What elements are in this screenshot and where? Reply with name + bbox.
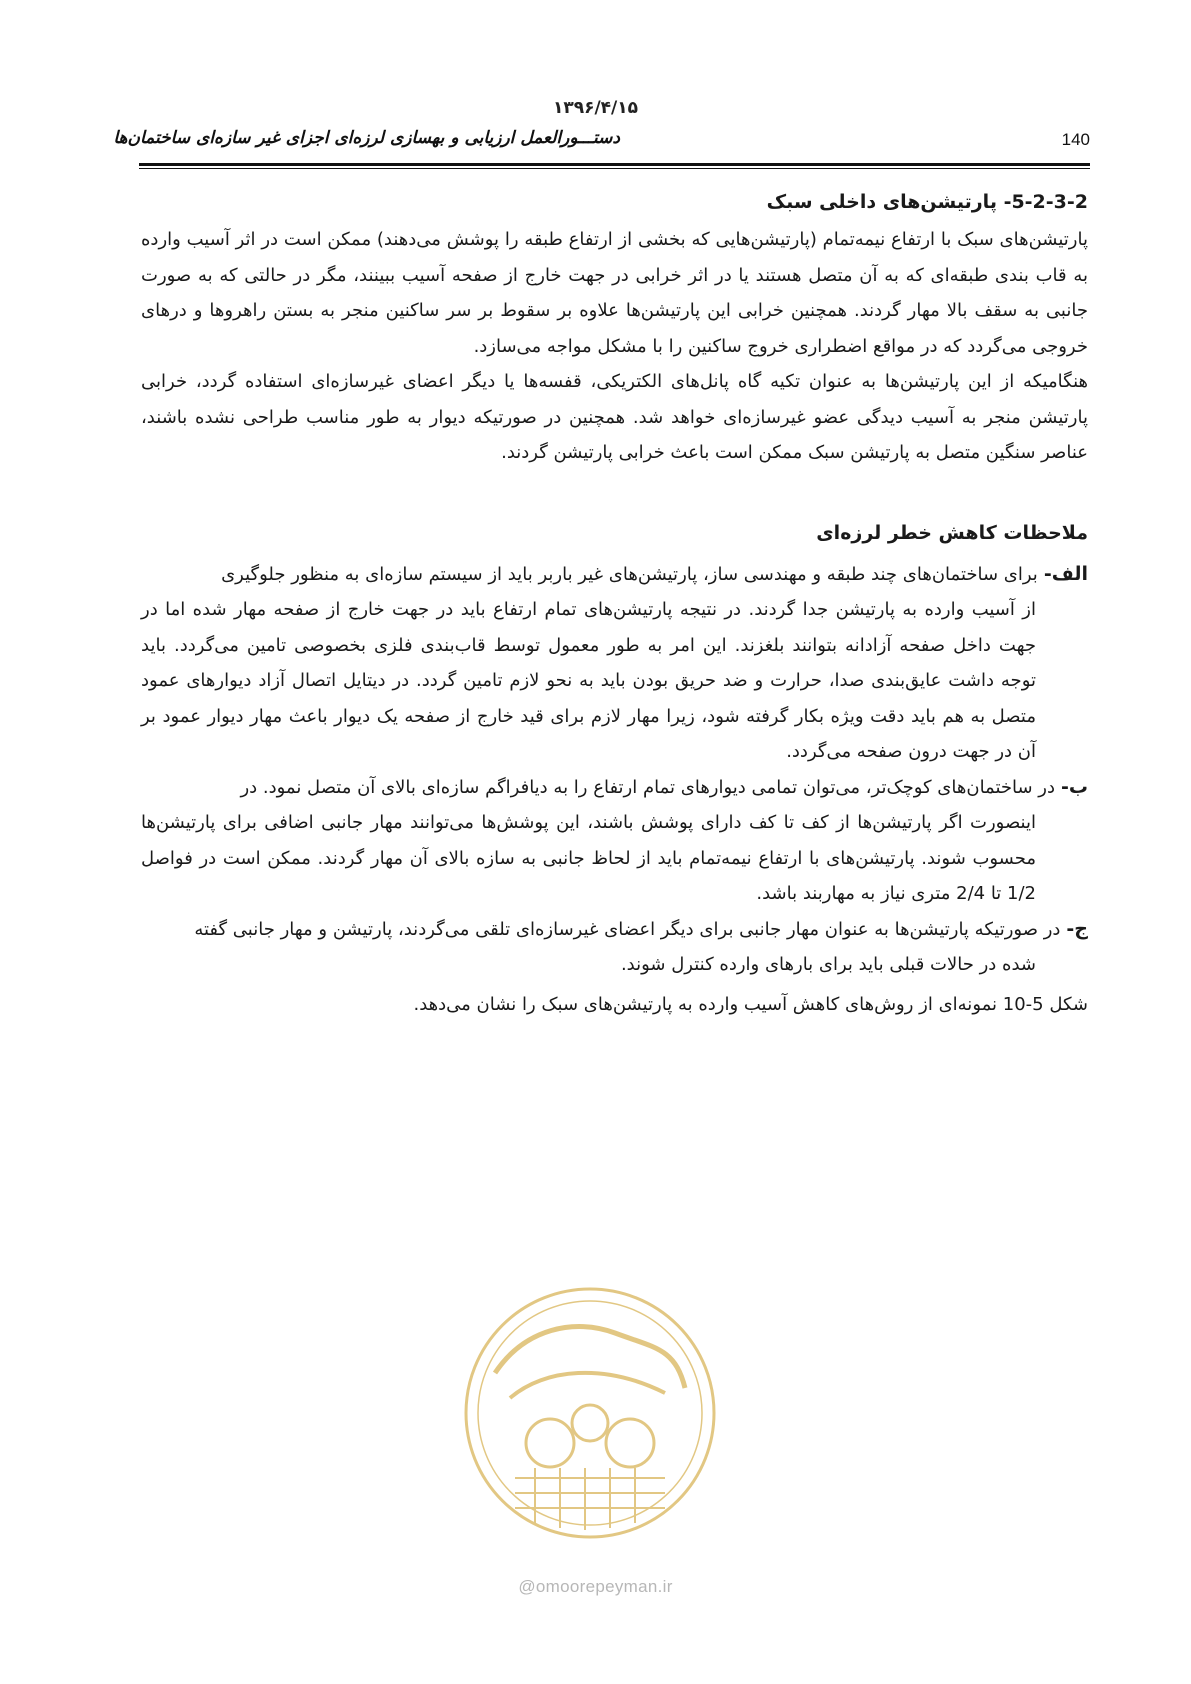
list-item [141, 557, 1088, 770]
header-title: دستـــورالعمل ارزیابی و بهسازی لرزه‌ای اجزای غیر سازه‌ای ساختمان‌ها [113, 128, 620, 148]
list-item-label: الف- [1043, 562, 1088, 585]
page-number: 140 [1061, 130, 1090, 149]
figure-reference: شکل 5-10 نمونه‌ای از روش‌های کاهش آسیب وارده به پارتیشن‌های سبک را نشان می‌دهد. [413, 993, 1088, 1015]
section-title: 5-2-3-2- پارتیشن‌های داخلی سبک [766, 191, 1088, 213]
list-item-first-line: در ساختمان‌های کوچک‌تر، می‌توان تمامی دیوارهای تمام ارتفاع را به دیافراگم سازه‌ای بالای آن متصل نمود. در [240, 776, 1056, 798]
list-item [141, 912, 1088, 983]
list-item-label: ج- [1066, 917, 1088, 940]
watermark-url: @omoorepeyman.ir [518, 1577, 673, 1596]
list-item-text: از آسیب وارده به پارتیشن جدا گردند. در نتیجه پارتیشن‌های تمام ارتفاع باید در جهت خارج از صفحه مهار شده اما در جهت داخل صفحه آزادانه بتوانند بلغزند. این امر به طور معمول توسط قاب‌بندی فلزی بخصوصی تامین می‌گردد. باید توجه داشت عایق‌بندی صدا، حرارت و ضد حریق بودن باید به نحو لازم تامین گردد. در دیتایل اتصال آزاد دیوارهای عمود متصل به هم باید دقت ویژه بکار گرفته شود، زیرا مهار لازم برای قید خارج از صفحه یک دیوار باعث مهار دیوار عمود بر آن در جهت درون صفحه می‌گردد. [141, 599, 1036, 762]
main-content [141, 186, 1088, 1022]
list-item-first-line: برای ساختمان‌های چند طبقه و مهندسی ساز، پارتیشن‌های غیر باربر باید از سیستم سازه‌ای به منظور جلوگیری [221, 563, 1038, 585]
paragraph: هنگامیکه از این پارتیشن‌ها به عنوان تکیه گاه پانل‌های الکتریکی، قفسه‌ها یا دیگر اعضای غیرسازه‌ای استفاده گردد، خرابی پارتیشن منجر به آسیب دیدگی عضو غیرسازه‌ای خواهد شد. همچنین در صورتیکه دیوار به طور مناسب طراحی نشده باشند، عناصر سنگین متصل به پارتیشن سبک ممکن است باعث خرابی پارتیشن گردند. [141, 371, 1088, 463]
header-rule-thin [139, 168, 1090, 169]
list-item-text: شده در حالات قبلی باید برای بارهای وارده کنترل شوند. [620, 954, 1036, 975]
paragraph: پارتیشن‌های سبک با ارتفاع نیمه‌تمام (پارتیشن‌هایی که بخشی از ارتفاع طبقه را پوشش می‌دهند) ممکن است در اثر آسیب وارده به قاب بندی طبقه‌ای که به آن متصل هستند یا در اثر خرابی در جهت خارج از صفحه آسیب ببینند، مگر در حالتی که به صورت جانبی به سقف بالا مهار گردند. همچنین خرابی این پارتیشن‌ها علاوه بر سقوط بر سر ساکنین منجر به بستن راهروها و درهای خروجی می‌گردد که در مواقع اضطراری خروج ساکنین را با مشکل مواجه می‌سازد. [141, 229, 1088, 357]
list-item [141, 770, 1088, 912]
watermark-logo-icon [455, 1278, 725, 1548]
list-item-text: اینصورت اگر پارتیشن‌ها از کف تا کف دارای پوشش باشند، این پوشش‌ها می‌توانند مهار جانبی اضافی برای پارتیشن‌ها محسوب شوند. پارتیشن‌های با ارتفاع نیمه‌تمام باید از لحاظ جانبی به سازه بالای آن مهار گردند. ممکن است در فواصل 1/2 تا 2/4 متری نیاز به مهاربند باشد. [141, 812, 1036, 904]
mitigation-heading: ملاحظات کاهش خطر لرزه‌ای [816, 521, 1088, 544]
header-rule-thick [139, 163, 1090, 166]
header-date: ۱۳۹۶/۴/۱۵ [552, 98, 639, 118]
list-item-label: ب- [1061, 775, 1088, 798]
list-item-first-line: در صورتیکه پارتیشن‌ها به عنوان مهار جانبی برای دیگر اعضای غیرسازه‌ای تلقی می‌گردند، پارتیشن و مهار جانبی گفته [194, 918, 1061, 940]
